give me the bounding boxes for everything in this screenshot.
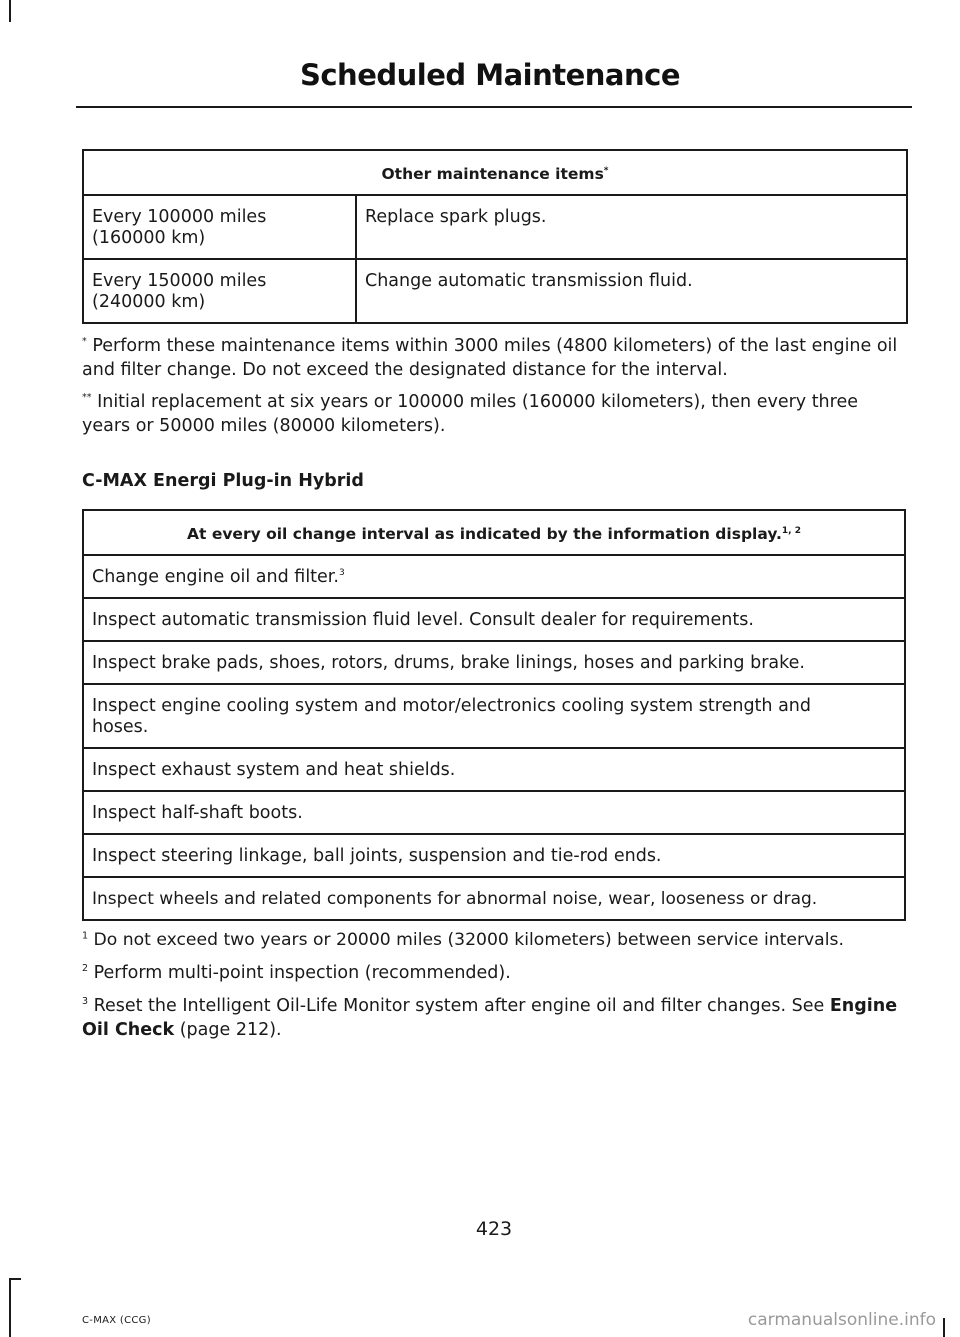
table-row — [83, 555, 905, 598]
footnote-text: Perform multi-point inspection (recommended). — [88, 963, 511, 983]
table-header-row — [83, 150, 907, 195]
page-content — [82, 149, 906, 1042]
action-cell: Replace spark plugs. — [356, 195, 907, 259]
footnote-text: Initial replacement at six years or 100000 miles (160000 kilometers), then every three years or 50000 miles (80000 kilometers). — [82, 392, 858, 436]
footnote-marker: * — [82, 336, 87, 348]
action-cell: Change automatic transmission fluid. — [356, 259, 907, 323]
oil-change-table — [82, 509, 906, 921]
table-row — [83, 748, 905, 791]
table-row — [83, 791, 905, 834]
watermark: carmanualsonline.info — [747, 1310, 936, 1330]
footnote-text: Perform these maintenance items within 3000 miles (4800 kilometers) of the last engine oil and filter change. Do not exceed the designated distance for the interval. — [82, 336, 898, 380]
crop-mark-bottom-right-vertical — [943, 1318, 945, 1337]
task-cell: Inspect wheels and related components for abnormal noise, wear, looseness or drag. — [83, 877, 905, 920]
task-text: Change engine oil and filter. — [92, 567, 339, 587]
crop-mark-bottom-left-vertical — [9, 1278, 11, 1337]
footnote-marker: 2 — [82, 963, 89, 975]
task-cell — [83, 555, 905, 598]
footnote-text: Do not exceed two years or 20000 miles (32000 kilometers) between service intervals. — [88, 930, 844, 950]
task-cell: Inspect exhaust system and heat shields. — [83, 748, 905, 791]
interval-cell: Every 100000 miles (160000 km) — [83, 195, 356, 259]
table-row — [83, 195, 907, 259]
footnote — [82, 961, 906, 985]
table-row — [83, 877, 905, 920]
footer-model-code: C-MAX (CCG) — [82, 1315, 151, 1326]
footnote-marker: 3 — [82, 996, 89, 1008]
table-title — [83, 150, 907, 195]
footnote-marker: ** — [82, 392, 92, 404]
table-title-text: At every oil change interval as indicated by the information display. — [187, 525, 782, 543]
interval-cell: Every 150000 miles (240000 km) — [83, 259, 356, 323]
footnote — [82, 390, 906, 438]
footnote-marker: 3 — [338, 568, 345, 579]
task-cell: Inspect automatic transmission fluid level. Consult dealer for requirements. — [83, 598, 905, 641]
table-row — [83, 834, 905, 877]
cross-reference-page: (page 212). — [174, 1020, 282, 1040]
task-cell: Inspect engine cooling system and motor/electronics cooling system strength and hoses. — [83, 684, 905, 748]
footnote — [82, 994, 906, 1042]
footnote-marker: * — [603, 165, 609, 176]
footnote-marker: 1, 2 — [781, 525, 801, 536]
other-maintenance-table — [82, 149, 908, 324]
table-row — [83, 598, 905, 641]
footnote — [82, 334, 906, 382]
footnote — [82, 928, 906, 952]
table-row — [83, 641, 905, 684]
crop-mark-top-left-vertical — [9, 0, 11, 22]
crop-mark-bottom-left-horizontal — [9, 1278, 21, 1280]
task-cell: Inspect steering linkage, ball joints, suspension and tie-rod ends. — [83, 834, 905, 877]
table-row — [83, 259, 907, 323]
task-cell: Inspect brake pads, shoes, rotors, drums, brake linings, hoses and parking brake. — [83, 641, 905, 684]
cross-reference-link[interactable]: Engine Oil Check — [82, 996, 898, 1040]
footnote-text: Reset the Intelligent Oil-Life Monitor system after engine oil and filter changes. See — [88, 996, 830, 1016]
page-title: Scheduled Maintenance — [299, 58, 680, 92]
table-title — [83, 510, 905, 555]
header-divider — [76, 106, 912, 108]
footnote-marker: 1 — [82, 930, 89, 942]
table-row — [83, 684, 905, 748]
task-cell: Inspect half-shaft boots. — [83, 791, 905, 834]
table-title-text: Other maintenance items — [381, 165, 604, 183]
table-header-row — [83, 510, 905, 555]
page-number: 423 — [475, 1218, 513, 1240]
section-heading: C-MAX Energi Plug-in Hybrid — [82, 471, 364, 491]
